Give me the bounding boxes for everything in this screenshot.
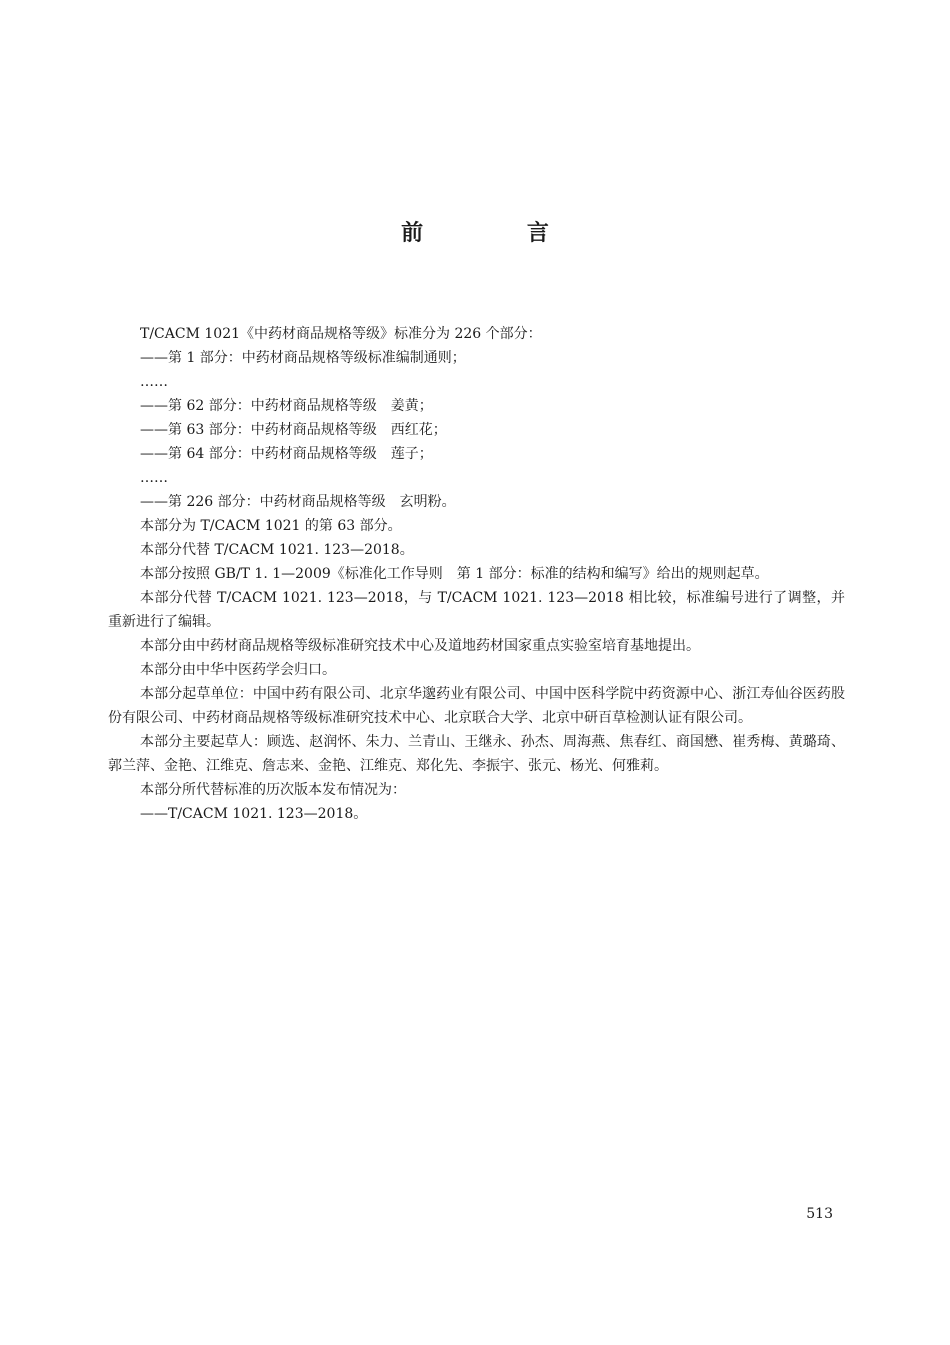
intro-paragraph: T/CACM 1021《中药材商品规格等级》标准分为 226 个部分： <box>140 326 542 342</box>
page-title: 前 言 <box>401 221 597 246</box>
proposer-paragraph: 本部分由中药材商品规格等级标准研究技术中心及道地药材国家重点实验室培育基地提出。 <box>140 638 700 654</box>
list-ellipsis: …… <box>140 470 168 486</box>
history-item: ——T/CACM 1021. 123—2018。 <box>140 806 368 822</box>
list-item-part-1: ——第 1 部分：中药材商品规格等级标准编制通则； <box>140 350 466 366</box>
list-item-part-64: ——第 64 部分：中药材商品规格等级 莲子； <box>140 446 433 462</box>
drafters-paragraph: 本部分主要起草人：顾选、赵润怀、朱力、兰青山、王继永、孙杰、周海燕、焦春红、商国懋、崔秀梅、黄璐琦、郭兰萍、金艳、江维克、詹志来、金艳、江维克、郑化先、李振宇、张元、杨光、何雅莉。 <box>108 734 845 774</box>
part-statement: 本部分为 T/CACM 1021 的第 63 部分。 <box>140 518 402 534</box>
drafting-rules-paragraph: 本部分按照 GB/T 1. 1—2009《标准化工作导则 第 1 部分：标准的结构和编写》给出的规则起草。 <box>140 566 769 582</box>
changes-paragraph: 本部分代替 T/CACM 1021. 123—2018，与 T/CACM 1021. 123—2018 相比较，标准编号进行了调整，并重新进行了编辑。 <box>108 590 845 630</box>
page-number: 513 <box>806 1206 833 1222</box>
list-item-part-62: ——第 62 部分：中药材商品规格等级 姜黄； <box>140 398 433 414</box>
centralized-unit-paragraph: 本部分由中华中医药学会归口。 <box>140 662 336 678</box>
document-body <box>108 322 845 826</box>
history-paragraph: 本部分所代替标准的历次版本发布情况为： <box>140 782 406 798</box>
drafting-units-paragraph: 本部分起草单位：中国中药有限公司、北京华邈药业有限公司、中国中医科学院中药资源中心、浙江寿仙谷医药股份有限公司、中药材商品规格等级标准研究技术中心、北京联合大学、北京中研百草检测认证有限公司。 <box>108 686 845 726</box>
list-item-part-226: ——第 226 部分：中药材商品规格等级 玄明粉。 <box>140 494 456 510</box>
list-ellipsis: …… <box>140 374 168 390</box>
list-item-part-63: ——第 63 部分：中药材商品规格等级 西红花； <box>140 422 447 438</box>
replacement-statement: 本部分代替 T/CACM 1021. 123—2018。 <box>140 542 414 558</box>
